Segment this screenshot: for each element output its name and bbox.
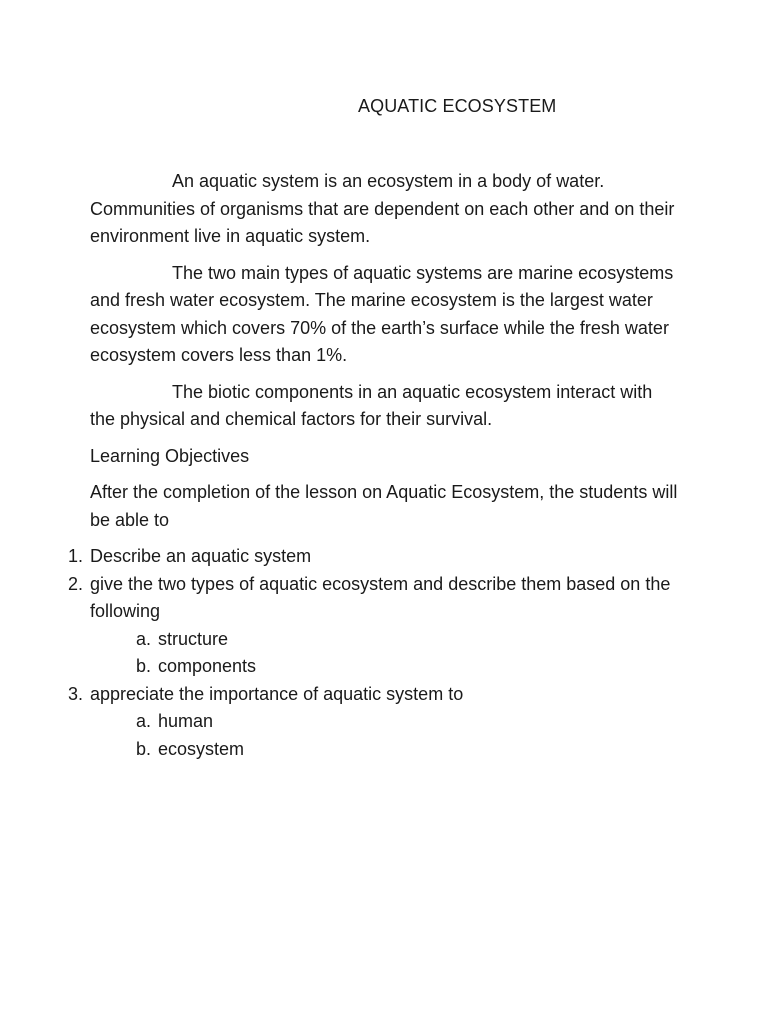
objectives-heading: Learning Objectives: [90, 445, 250, 466]
objective-text: appreciate the importance of aquatic system to: [90, 683, 464, 704]
objective-subitem: [90, 626, 680, 654]
subitem-letter: b.: [136, 656, 152, 676]
subitem-text: structure: [158, 628, 229, 649]
objective-number: 1.: [68, 546, 84, 566]
objective-subitem: [90, 653, 680, 681]
subitem-letter: a.: [136, 628, 152, 649]
document-body: [68, 168, 680, 763]
subitem-text: components: [158, 656, 257, 676]
objective-subitem: [90, 736, 680, 764]
objectives-list: [68, 543, 680, 763]
objective-item: [68, 571, 680, 681]
objective-number: 2.: [68, 573, 84, 594]
document-title: AQUATIC ECOSYSTEM: [358, 96, 557, 116]
objective-sublist: [90, 626, 680, 681]
objective-number: 3.: [68, 683, 84, 704]
subitem-text: ecosystem: [158, 738, 245, 759]
subitem-letter: a.: [136, 711, 152, 731]
subitem-letter: b.: [136, 738, 152, 759]
paragraph-biotic: The biotic components in an aquatic ecosystem interact with the physical and chemical factors for their survival.: [90, 381, 653, 429]
objective-item: [68, 543, 680, 571]
paragraph-types: The two main types of aquatic systems are marine ecosystems and fresh water ecosystem. The marine ecosystem is the largest water ecosystem which covers 70% of the earth’s surface while the fresh water ecosystem covers less than 1%.: [90, 262, 674, 365]
objective-text: give the two types of aquatic ecosystem and describe them based on the following: [90, 573, 671, 621]
objective-text: Describe an aquatic system: [90, 546, 312, 566]
paragraph-intro: An aquatic system is an ecosystem in a body of water. Communities of organisms that are dependent on each other and on their environment live in aquatic system.: [90, 171, 675, 246]
subitem-text: human: [158, 711, 214, 731]
objective-item: [68, 681, 680, 764]
objectives-intro: After the completion of the lesson on Aquatic Ecosystem, the students will be able to: [90, 482, 678, 530]
objective-sublist: [90, 708, 680, 763]
objective-subitem: [90, 708, 680, 736]
